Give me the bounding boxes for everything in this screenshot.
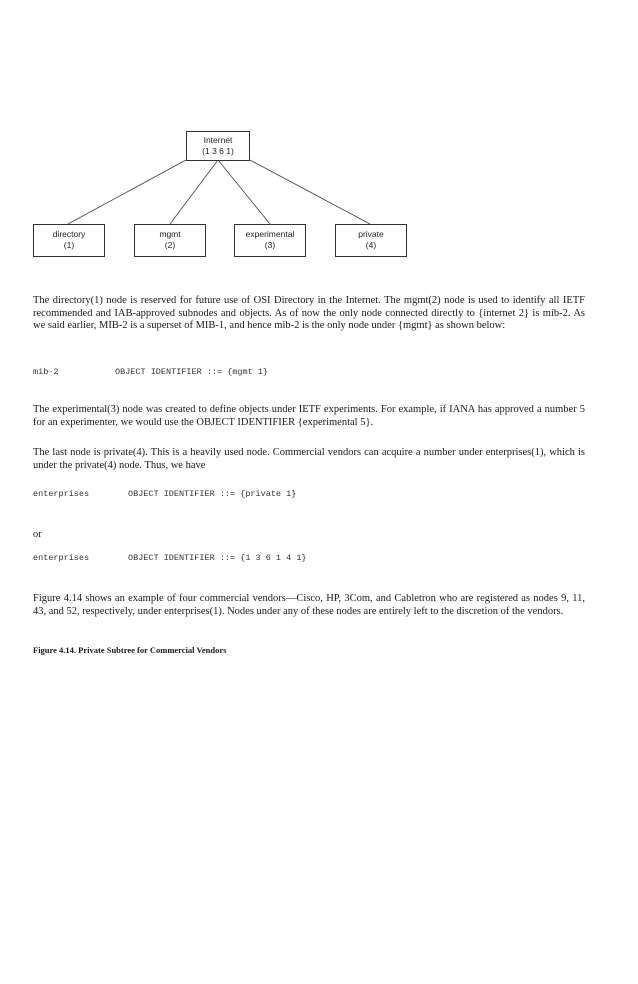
node-internet-number: (1 3 6 1) bbox=[202, 146, 234, 156]
node-experimental-number: (3) bbox=[264, 240, 276, 250]
node-private-number: (4) bbox=[365, 240, 377, 250]
edge-experimental bbox=[218, 160, 270, 224]
code-enterprises-definition bbox=[33, 489, 296, 499]
code-mib2-def: OBJECT IDENTIFIER ::= {mgmt 1} bbox=[115, 367, 269, 377]
code-enterprises-name: enterprises bbox=[33, 489, 90, 499]
edge-mgmt bbox=[170, 160, 218, 224]
code-mib2-name: mib-2 bbox=[33, 367, 59, 377]
edge-private bbox=[250, 160, 370, 224]
figure-caption: Figure 4.14. Private Subtree for Commercial Vendors bbox=[33, 645, 227, 655]
code-enterprises-numeric bbox=[33, 553, 307, 563]
node-experimental bbox=[234, 224, 306, 257]
paragraph-figure-description: Figure 4.14 shows an example of four commercial vendors—Cisco, HP, 3Com, and Cabletron who are registered as nodes 9, 11, 43, and 52, respectively, under enterprises(1). Nodes under any of these nodes are entirely left to the discretion of the vendors. bbox=[33, 593, 585, 617]
edge-directory bbox=[68, 160, 186, 224]
or-text: or bbox=[33, 529, 42, 540]
node-private-label: private bbox=[358, 229, 384, 239]
node-mgmt-label: mgmt bbox=[159, 229, 181, 239]
node-internet bbox=[186, 131, 250, 161]
code-enterprises-numeric-name: enterprises bbox=[33, 553, 90, 563]
node-directory-number: (1) bbox=[63, 240, 75, 250]
code-enterprises-def: OBJECT IDENTIFIER ::= {private 1} bbox=[128, 489, 297, 499]
node-directory bbox=[33, 224, 105, 257]
code-mib2-definition bbox=[33, 367, 268, 377]
paragraph-directory-mgmt: The directory(1) node is reserved for future use of OSI Directory in the Internet. The mgmt(2) node is used to identify all IETF recommended and IAB-approved subnodes and objects. As of now the only node connected directly to {internet 2} is mib-2. As we said earlier, MIB-2 is a superset of MIB-1, and hence mib-2 is the only node under {mgmt} as shown below: bbox=[33, 295, 585, 331]
node-private bbox=[335, 224, 407, 257]
node-mgmt bbox=[134, 224, 206, 257]
paragraph-experimental: The experimental(3) node was created to define objects under IETF experiments. For example, if IANA has approved a number 5 for an experimenter, we would use the OBJECT IDENTIFIER {experimental 5}. bbox=[33, 404, 585, 428]
code-enterprises-numeric-def: OBJECT IDENTIFIER ::= {1 3 6 1 4 1} bbox=[128, 553, 307, 563]
paragraph-private: The last node is private(4). This is a heavily used node. Commercial vendors can acquire a number under enterprises(1), which is under the private(4) node. Thus, we have bbox=[33, 447, 585, 471]
node-internet-label: Internet bbox=[203, 135, 233, 145]
node-mgmt-number: (2) bbox=[164, 240, 176, 250]
node-directory-label: directory bbox=[52, 229, 86, 239]
node-experimental-label: experimental bbox=[245, 229, 295, 239]
mib-tree-diagram bbox=[0, 0, 638, 270]
